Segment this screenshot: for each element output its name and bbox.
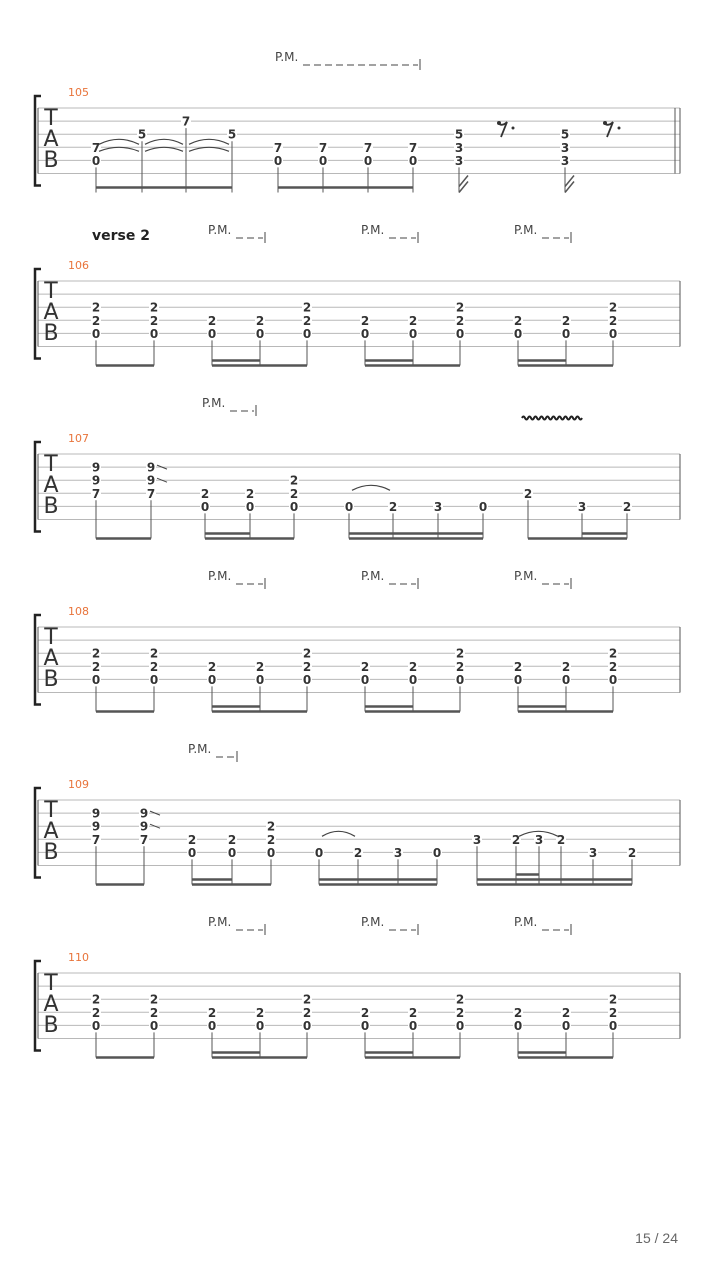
fret-number: 2 bbox=[561, 1005, 571, 1020]
palm-mute-label: P.M. bbox=[514, 915, 538, 929]
fret-number: 0 bbox=[608, 326, 618, 341]
fret-number: 0 bbox=[360, 326, 370, 341]
fret-number: 3 bbox=[560, 140, 570, 155]
tab-clef-letter: T bbox=[44, 798, 58, 823]
fret-number: 0 bbox=[455, 326, 465, 341]
fret-number: 2 bbox=[91, 1005, 101, 1020]
fret-number: 0 bbox=[149, 672, 159, 687]
fret-number: 2 bbox=[255, 659, 265, 674]
fret-number: 3 bbox=[577, 499, 587, 514]
fret-number: 2 bbox=[556, 832, 566, 847]
fret-number: 2 bbox=[149, 646, 159, 661]
fret-number: 2 bbox=[149, 659, 159, 674]
tab-clef-letter: B bbox=[43, 321, 59, 346]
fret-number: 2 bbox=[302, 1005, 312, 1020]
section-label: verse 2 bbox=[92, 228, 150, 244]
fret-number: 5 bbox=[227, 127, 237, 142]
fret-number: 2 bbox=[455, 646, 465, 661]
fret-number: 2 bbox=[91, 313, 101, 328]
palm-mute-label: P.M. bbox=[361, 223, 385, 237]
fret-number: 7 bbox=[181, 114, 191, 129]
fret-number: 0 bbox=[255, 672, 265, 687]
fret-number: 9 bbox=[91, 819, 101, 834]
tie-arc bbox=[145, 147, 183, 151]
fret-number: 0 bbox=[255, 1018, 265, 1033]
fret-number: 2 bbox=[455, 300, 465, 315]
tab-clef-letter: B bbox=[43, 667, 59, 692]
fret-number: 2 bbox=[608, 300, 618, 315]
fret-number: 2 bbox=[523, 486, 533, 501]
fret-number: 2 bbox=[227, 832, 237, 847]
fret-number: 3 bbox=[472, 832, 482, 847]
fret-number: 0 bbox=[360, 1018, 370, 1033]
fret-number: 2 bbox=[513, 313, 523, 328]
palm-mute-label: P.M. bbox=[208, 569, 232, 583]
system-109 bbox=[35, 742, 680, 885]
system-110 bbox=[35, 915, 680, 1058]
tie-arc bbox=[99, 147, 139, 151]
tab-clef-letter: A bbox=[43, 473, 59, 498]
palm-mute-label: P.M. bbox=[208, 223, 232, 237]
fret-number: 0 bbox=[513, 1018, 523, 1033]
fret-number: 2 bbox=[511, 832, 521, 847]
fret-number: 0 bbox=[513, 672, 523, 687]
tab-clef-letter: T bbox=[44, 106, 58, 131]
fret-number: 0 bbox=[245, 499, 255, 514]
fret-number: 2 bbox=[561, 313, 571, 328]
fret-number: 5 bbox=[137, 127, 147, 142]
fret-number: 0 bbox=[360, 672, 370, 687]
fret-number: 0 bbox=[513, 326, 523, 341]
fret-number: 0 bbox=[408, 672, 418, 687]
fret-number: 2 bbox=[608, 992, 618, 1007]
fret-number: 3 bbox=[560, 153, 570, 168]
fret-number: 2 bbox=[302, 646, 312, 661]
fret-number: 0 bbox=[289, 499, 299, 514]
fret-number: 0 bbox=[432, 845, 442, 860]
fret-number: 2 bbox=[627, 845, 637, 860]
palm-mute-label: P.M. bbox=[208, 915, 232, 929]
rest-dot bbox=[618, 127, 621, 130]
fret-number: 2 bbox=[455, 1005, 465, 1020]
fret-number: 9 bbox=[139, 819, 149, 834]
fret-number: 7 bbox=[139, 832, 149, 847]
tab-clef-letter: T bbox=[44, 971, 58, 996]
palm-mute-label: P.M. bbox=[202, 396, 226, 410]
tie-arc bbox=[322, 831, 355, 836]
fret-number: 0 bbox=[91, 1018, 101, 1033]
fret-number: 7 bbox=[363, 140, 373, 155]
fret-number: 2 bbox=[289, 473, 299, 488]
tie-arc bbox=[145, 139, 183, 144]
fret-number: 2 bbox=[149, 1005, 159, 1020]
fret-number: 2 bbox=[289, 486, 299, 501]
fret-number: 9 bbox=[91, 806, 101, 821]
fret-number: 2 bbox=[302, 300, 312, 315]
tab-clef-letter: B bbox=[43, 1013, 59, 1038]
tab-clef-letter: T bbox=[44, 625, 58, 650]
rest-dot bbox=[512, 127, 515, 130]
fret-number: 0 bbox=[302, 326, 312, 341]
fret-number: 0 bbox=[207, 1018, 217, 1033]
fret-number: 0 bbox=[363, 153, 373, 168]
fret-number: 7 bbox=[91, 486, 101, 501]
fret-number: 0 bbox=[344, 499, 354, 514]
fret-number: 5 bbox=[560, 127, 570, 142]
fret-number: 0 bbox=[408, 153, 418, 168]
fret-number: 0 bbox=[207, 672, 217, 687]
fret-number: 0 bbox=[561, 326, 571, 341]
fret-number: 7 bbox=[273, 140, 283, 155]
palm-mute-label: P.M. bbox=[514, 223, 538, 237]
palm-mute-label: P.M. bbox=[361, 915, 385, 929]
fret-number: 0 bbox=[608, 1018, 618, 1033]
fret-number: 2 bbox=[455, 659, 465, 674]
fret-number: 2 bbox=[388, 499, 398, 514]
palm-mute-label: P.M. bbox=[188, 742, 212, 756]
fret-number: 2 bbox=[91, 646, 101, 661]
fret-number: 0 bbox=[314, 845, 324, 860]
fret-number: 2 bbox=[353, 845, 363, 860]
fret-number: 0 bbox=[149, 326, 159, 341]
fret-number: 2 bbox=[266, 819, 276, 834]
fret-number: 9 bbox=[146, 473, 156, 488]
fret-number: 2 bbox=[187, 832, 197, 847]
fret-number: 2 bbox=[455, 313, 465, 328]
tie-arc bbox=[352, 485, 390, 490]
tab-clef-letter: A bbox=[43, 300, 59, 325]
fret-number: 0 bbox=[227, 845, 237, 860]
tie-arc bbox=[99, 139, 139, 144]
fret-number: 2 bbox=[255, 313, 265, 328]
fret-number: 0 bbox=[408, 1018, 418, 1033]
fret-number: 0 bbox=[91, 153, 101, 168]
tab-clef-letter: A bbox=[43, 819, 59, 844]
fret-number: 2 bbox=[255, 1005, 265, 1020]
fret-number: 2 bbox=[408, 659, 418, 674]
fret-number: 2 bbox=[302, 313, 312, 328]
fret-number: 7 bbox=[318, 140, 328, 155]
fret-number: 3 bbox=[393, 845, 403, 860]
tie-arc bbox=[189, 139, 229, 144]
fret-number: 2 bbox=[207, 659, 217, 674]
measure-number: 108 bbox=[68, 605, 89, 618]
system-108 bbox=[35, 569, 680, 712]
fret-number: 2 bbox=[207, 313, 217, 328]
fret-number: 9 bbox=[139, 806, 149, 821]
fret-number: 2 bbox=[360, 1005, 370, 1020]
fret-number: 0 bbox=[207, 326, 217, 341]
fret-number: 0 bbox=[608, 672, 618, 687]
measure-number: 109 bbox=[68, 778, 89, 791]
fret-number: 2 bbox=[513, 1005, 523, 1020]
fret-number: 2 bbox=[149, 300, 159, 315]
tab-clef-letter: A bbox=[43, 646, 59, 671]
tie-arc bbox=[189, 147, 229, 151]
fret-number: 2 bbox=[608, 646, 618, 661]
fret-number: 0 bbox=[266, 845, 276, 860]
fret-number: 7 bbox=[91, 832, 101, 847]
fret-number: 2 bbox=[207, 1005, 217, 1020]
fret-number: 2 bbox=[245, 486, 255, 501]
fret-number: 2 bbox=[91, 300, 101, 315]
fret-number: 2 bbox=[608, 1005, 618, 1020]
fret-number: 2 bbox=[608, 313, 618, 328]
fret-number: 7 bbox=[91, 140, 101, 155]
fret-number: 2 bbox=[91, 659, 101, 674]
fret-number: 2 bbox=[513, 659, 523, 674]
fret-number: 3 bbox=[454, 153, 464, 168]
fret-number: 0 bbox=[478, 499, 488, 514]
fret-number: 3 bbox=[588, 845, 598, 860]
fret-number: 0 bbox=[302, 1018, 312, 1033]
tab-clef-letter: B bbox=[43, 148, 59, 173]
fret-number: 2 bbox=[149, 992, 159, 1007]
fret-number: 0 bbox=[187, 845, 197, 860]
fret-number: 2 bbox=[622, 499, 632, 514]
tab-clef-letter: A bbox=[43, 127, 59, 152]
fret-number: 2 bbox=[408, 1005, 418, 1020]
fret-number: 2 bbox=[608, 659, 618, 674]
fret-number: 5 bbox=[454, 127, 464, 142]
fret-number: 2 bbox=[302, 659, 312, 674]
fret-number: 2 bbox=[408, 313, 418, 328]
fret-number: 3 bbox=[454, 140, 464, 155]
fret-number: 3 bbox=[433, 499, 443, 514]
fret-number: 0 bbox=[408, 326, 418, 341]
fret-number: 0 bbox=[455, 672, 465, 687]
vibrato-mark bbox=[522, 417, 582, 420]
fret-number: 2 bbox=[200, 486, 210, 501]
tab-clef-letter: T bbox=[44, 452, 58, 477]
fret-number: 7 bbox=[408, 140, 418, 155]
system-105 bbox=[35, 50, 680, 193]
palm-mute-label: P.M. bbox=[514, 569, 538, 583]
measure-number: 110 bbox=[68, 951, 89, 964]
rest-dot-head bbox=[603, 121, 607, 125]
fret-number: 0 bbox=[318, 153, 328, 168]
fret-number: 0 bbox=[273, 153, 283, 168]
fret-number: 0 bbox=[255, 326, 265, 341]
note-flag bbox=[565, 176, 574, 193]
rest-dot-head bbox=[497, 121, 501, 125]
fret-number: 0 bbox=[91, 326, 101, 341]
measure-number: 106 bbox=[68, 259, 89, 272]
fret-number: 2 bbox=[360, 659, 370, 674]
fret-number: 0 bbox=[302, 672, 312, 687]
page-number: 15 / 24 bbox=[635, 1230, 678, 1246]
fret-number: 3 bbox=[534, 832, 544, 847]
system-107 bbox=[35, 396, 680, 539]
fret-number: 2 bbox=[302, 992, 312, 1007]
fret-number: 9 bbox=[91, 473, 101, 488]
fret-number: 0 bbox=[561, 1018, 571, 1033]
measure-number: 105 bbox=[68, 86, 89, 99]
fret-number: 0 bbox=[200, 499, 210, 514]
fret-number: 9 bbox=[146, 460, 156, 475]
fret-number: 2 bbox=[149, 313, 159, 328]
fret-number: 9 bbox=[91, 460, 101, 475]
note-flag bbox=[459, 176, 468, 193]
fret-number: 2 bbox=[91, 992, 101, 1007]
tab-clef-letter: T bbox=[44, 279, 58, 304]
fret-number: 2 bbox=[266, 832, 276, 847]
tab-clef-letter: B bbox=[43, 494, 59, 519]
system-106 bbox=[35, 223, 680, 366]
fret-number: 2 bbox=[455, 992, 465, 1007]
fret-number: 7 bbox=[146, 486, 156, 501]
tab-clef-letter: A bbox=[43, 992, 59, 1017]
fret-number: 2 bbox=[360, 313, 370, 328]
palm-mute-label: P.M. bbox=[275, 50, 299, 64]
fret-number: 0 bbox=[561, 672, 571, 687]
fret-number: 0 bbox=[91, 672, 101, 687]
fret-number: 2 bbox=[561, 659, 571, 674]
measure-number: 107 bbox=[68, 432, 89, 445]
tab-clef-letter: B bbox=[43, 840, 59, 865]
fret-number: 0 bbox=[149, 1018, 159, 1033]
palm-mute-label: P.M. bbox=[361, 569, 385, 583]
fret-number: 0 bbox=[455, 1018, 465, 1033]
